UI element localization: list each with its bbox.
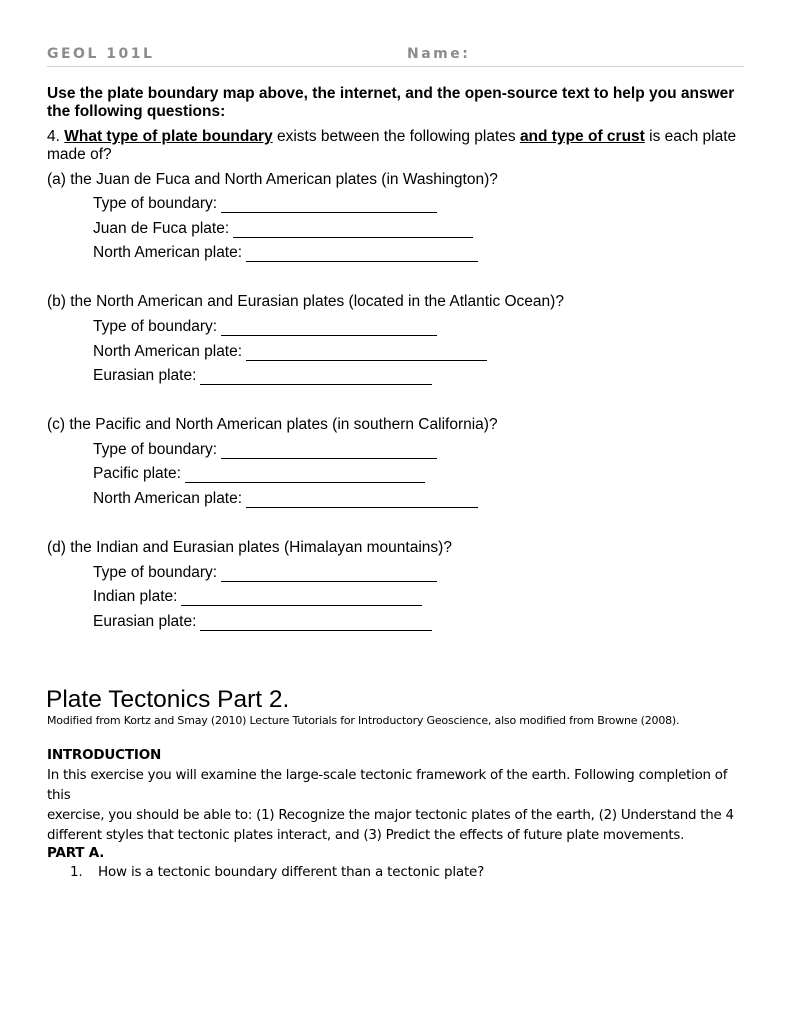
subquestion-b: (b) the North American and Eurasian plates (located in the Atlantic Ocean)? bbox=[47, 293, 564, 310]
question-4-number: 4. bbox=[47, 128, 60, 145]
question-text: How is a tectonic boundary different than a tectonic plate? bbox=[98, 864, 485, 880]
question-4-emphasis-crust: and type of crust bbox=[519, 128, 645, 145]
section-title: Plate Tectonics Part 2. bbox=[46, 686, 290, 713]
question-4-text-mid: exists between the following plates bbox=[272, 128, 520, 145]
question-number: 1. bbox=[70, 864, 83, 880]
field-d-plate2 bbox=[93, 613, 432, 631]
answer-blank[interactable] bbox=[181, 591, 422, 606]
field-c-boundary bbox=[93, 441, 437, 459]
field-d-plate1 bbox=[93, 588, 422, 606]
page-header bbox=[47, 44, 744, 67]
introduction-line: In this exercise you will examine the large-scale tectonic framework of the earth. Following completion of this bbox=[47, 768, 728, 803]
answer-blank[interactable] bbox=[233, 223, 473, 238]
field-a-plate1 bbox=[93, 220, 473, 238]
question-4 bbox=[47, 128, 747, 164]
field-c-plate1 bbox=[93, 465, 425, 483]
field-label: North American plate: bbox=[93, 490, 243, 507]
field-label: Eurasian plate: bbox=[93, 367, 197, 384]
attribution: Modified from Kortz and Smay (2010) Lecture Tutorials for Introductory Geoscience, also modified from Browne (2008). bbox=[47, 714, 680, 727]
subquestion-a: (a) the Juan de Fuca and North American plates (in Washington)? bbox=[47, 171, 498, 188]
field-b-plate2 bbox=[93, 367, 432, 385]
field-label: Type of boundary: bbox=[93, 195, 218, 212]
field-label: Eurasian plate: bbox=[93, 613, 197, 630]
field-label: North American plate: bbox=[93, 343, 243, 360]
introduction-line: different styles that tectonic plates interact, and (3) Predict the effects of future plate movements. bbox=[47, 828, 685, 843]
field-b-plate1 bbox=[93, 343, 487, 361]
introduction-body bbox=[47, 766, 747, 846]
field-label: Type of boundary: bbox=[93, 564, 218, 581]
introduction-line: exercise, you should be able to: (1) Recognize the major tectonic plates of the earth, (2) Understand the 4 bbox=[47, 808, 734, 823]
answer-blank[interactable] bbox=[246, 493, 478, 508]
field-a-plate2 bbox=[93, 244, 478, 262]
answer-blank[interactable] bbox=[221, 321, 437, 336]
answer-blank[interactable] bbox=[246, 346, 487, 361]
field-label: Type of boundary: bbox=[93, 441, 218, 458]
answer-blank[interactable] bbox=[185, 468, 425, 483]
answer-blank[interactable] bbox=[221, 444, 437, 459]
course-code: GEOL 101L bbox=[47, 46, 155, 62]
field-label: Indian plate: bbox=[93, 588, 178, 605]
field-label: Pacific plate: bbox=[93, 465, 181, 482]
introduction-heading: INTRODUCTION bbox=[47, 747, 162, 763]
subquestion-d: (d) the Indian and Eurasian plates (Himalayan mountains)? bbox=[47, 539, 452, 556]
answer-blank[interactable] bbox=[200, 616, 432, 631]
name-label: Name: bbox=[407, 46, 471, 62]
field-label: North American plate: bbox=[93, 244, 243, 261]
question-4-text-end: is each plate made of? bbox=[47, 128, 737, 163]
field-label: Type of boundary: bbox=[93, 318, 218, 335]
answer-blank[interactable] bbox=[221, 567, 437, 582]
part-a-question-1 bbox=[70, 864, 484, 880]
answer-blank[interactable] bbox=[246, 247, 478, 262]
answer-blank[interactable] bbox=[200, 370, 432, 385]
field-c-plate2 bbox=[93, 490, 478, 508]
field-d-boundary bbox=[93, 564, 437, 582]
answer-blank[interactable] bbox=[221, 198, 437, 213]
field-b-boundary bbox=[93, 318, 437, 336]
field-label: Juan de Fuca plate: bbox=[93, 220, 230, 237]
part-a-heading: PART A. bbox=[47, 845, 105, 861]
instructions: Use the plate boundary map above, the internet, and the open-source text to help you answer the following questions: bbox=[47, 85, 735, 120]
subquestion-c: (c) the Pacific and North American plates (in southern California)? bbox=[47, 416, 498, 433]
question-4-emphasis-boundary: What type of plate boundary bbox=[64, 128, 273, 145]
field-a-boundary bbox=[93, 195, 437, 213]
